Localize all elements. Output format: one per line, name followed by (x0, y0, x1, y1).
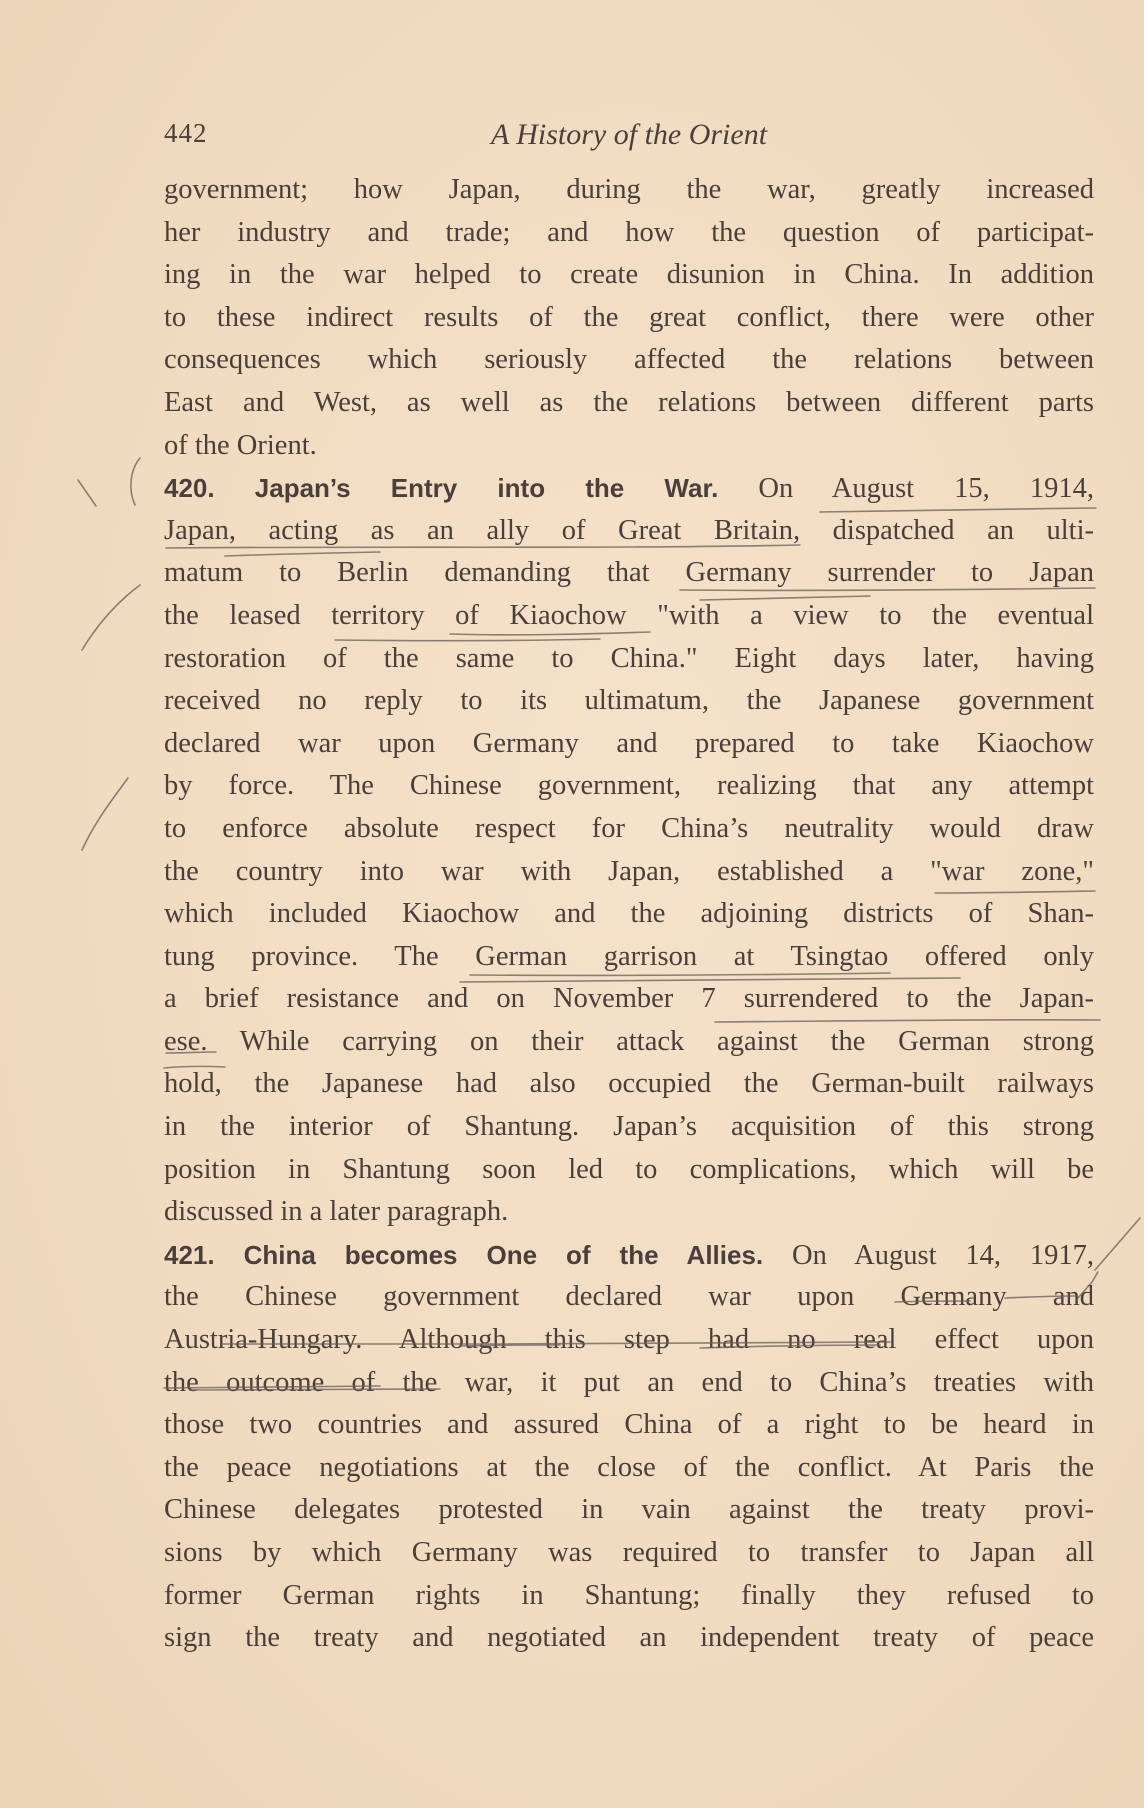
body-text (164, 169, 1094, 1660)
text-line (164, 382, 1094, 425)
line-text: tung province. The German garrison at Tsingtao offered only (164, 940, 1094, 972)
line-text: discussed in a later paragraph. (164, 1196, 509, 1228)
line-text: the Chinese government declared war upon Germany and (164, 1281, 1094, 1313)
section-heading: 420. Japan’s Entry into the War. (164, 473, 719, 504)
section-heading-line (164, 467, 1094, 510)
line-text: East and West, as well as the relations between different parts (164, 386, 1094, 418)
line-text: hold, the Japanese had also occupied the German-built railways (164, 1068, 1094, 1100)
text-line (164, 169, 1094, 212)
line-text: the peace negotiations at the close of the conflict. At Paris the (164, 1451, 1094, 1483)
line-text: ing in the war helped to create disunion in China. In addition (164, 259, 1094, 291)
text-line (164, 339, 1094, 382)
pencil-margin-stroke (131, 458, 140, 505)
line-text: former German rights in Shantung; finally they refused to (164, 1579, 1094, 1611)
pencil-margin-stroke (78, 480, 96, 506)
line-text: of the Orient. (164, 429, 317, 461)
text-line (164, 723, 1094, 766)
text-line (164, 595, 1094, 638)
pencil-margin-stroke (1095, 1218, 1140, 1270)
line-text: to these indirect results of the great conflict, there were other (164, 301, 1094, 333)
text-line (164, 1404, 1094, 1447)
text-line (164, 212, 1094, 255)
text-line (164, 254, 1094, 297)
text-line (164, 1447, 1094, 1490)
text-line (164, 1276, 1094, 1319)
text-line (164, 1021, 1094, 1064)
text-line (164, 936, 1094, 979)
section-heading: 421. China becomes One of the Allies. (164, 1239, 764, 1270)
text-line (164, 297, 1094, 340)
line-text: government; how Japan, during the war, greatly increased (164, 174, 1094, 205)
line-text: by force. The Chinese government, realizing that any attempt (164, 770, 1094, 802)
line-text: those two countries and assured China of a right to be heard in (164, 1409, 1094, 1441)
line-text: in the interior of Shantung. Japan’s acquisition of this strong (164, 1111, 1094, 1143)
text-line (164, 1191, 1094, 1234)
line-text: the leased territory of Kiaochow "with a view to the eventual (164, 599, 1094, 631)
line-text: the country into war with Japan, established a "war zone," (164, 855, 1094, 887)
line-text: ese. While carrying on their attack against the German strong (164, 1025, 1094, 1057)
text-line (164, 893, 1094, 936)
line-text: a brief resistance and on November 7 surrendered to the Japan- (164, 983, 1094, 1015)
text-line (164, 851, 1094, 894)
section-heading-line (164, 1234, 1094, 1277)
text-line (164, 1106, 1094, 1149)
text-line (164, 1362, 1094, 1405)
text-line (164, 1489, 1094, 1532)
pencil-margin-stroke (82, 778, 128, 850)
line-text: sions by which Germany was required to transfer to Japan all (164, 1537, 1094, 1568)
text-line (164, 1319, 1094, 1362)
text-line (164, 552, 1094, 595)
line-text: consequences which seriously affected the relations between (164, 344, 1094, 376)
text-line (164, 638, 1094, 681)
pencil-margin-stroke (82, 585, 140, 650)
line-text: received no reply to its ultimatum, the Japanese government (164, 685, 1094, 717)
text-line (164, 808, 1094, 851)
line-text: On August 14, 1917, (763, 1239, 1094, 1271)
text-line (164, 1063, 1094, 1106)
text-line (164, 765, 1094, 808)
page-number: 442 (164, 118, 208, 148)
line-text: restoration of the same to China." Eight days later, having (164, 642, 1094, 674)
text-line (164, 1532, 1094, 1575)
line-text: Chinese delegates protested in vain against the treaty provi- (164, 1494, 1094, 1526)
running-title: A History of the Orient (490, 118, 768, 151)
text-line (164, 510, 1094, 553)
line-text: On August 15, 1914, (718, 473, 1094, 505)
text-line (164, 978, 1094, 1021)
text-line (164, 1617, 1094, 1660)
line-text: position in Shantung soon led to complications, which will be (164, 1153, 1094, 1185)
page-header (164, 118, 1094, 158)
line-text: her industry and trade; and how the question of participat- (164, 216, 1094, 248)
line-text: matum to Berlin demanding that Germany surrender to Japan (164, 557, 1094, 589)
text-line (164, 1149, 1094, 1192)
text-line (164, 425, 1094, 468)
line-text: to enforce absolute respect for China’s neutrality would draw (164, 812, 1094, 844)
text-line (164, 1575, 1094, 1618)
line-text: which included Kiaochow and the adjoining districts of Shan- (164, 898, 1094, 930)
text-line (164, 680, 1094, 723)
line-text: Austria-Hungary. Although this step had no real effect upon (164, 1324, 1094, 1356)
line-text: sign the treaty and negotiated an independent treaty of peace (164, 1622, 1094, 1654)
line-text: the outcome of the war, it put an end to China’s treaties with (164, 1366, 1094, 1398)
line-text: Japan, acting as an ally of Great Britain, dispatched an ulti- (164, 514, 1094, 546)
line-text: declared war upon Germany and prepared to take Kiaochow (164, 727, 1094, 759)
